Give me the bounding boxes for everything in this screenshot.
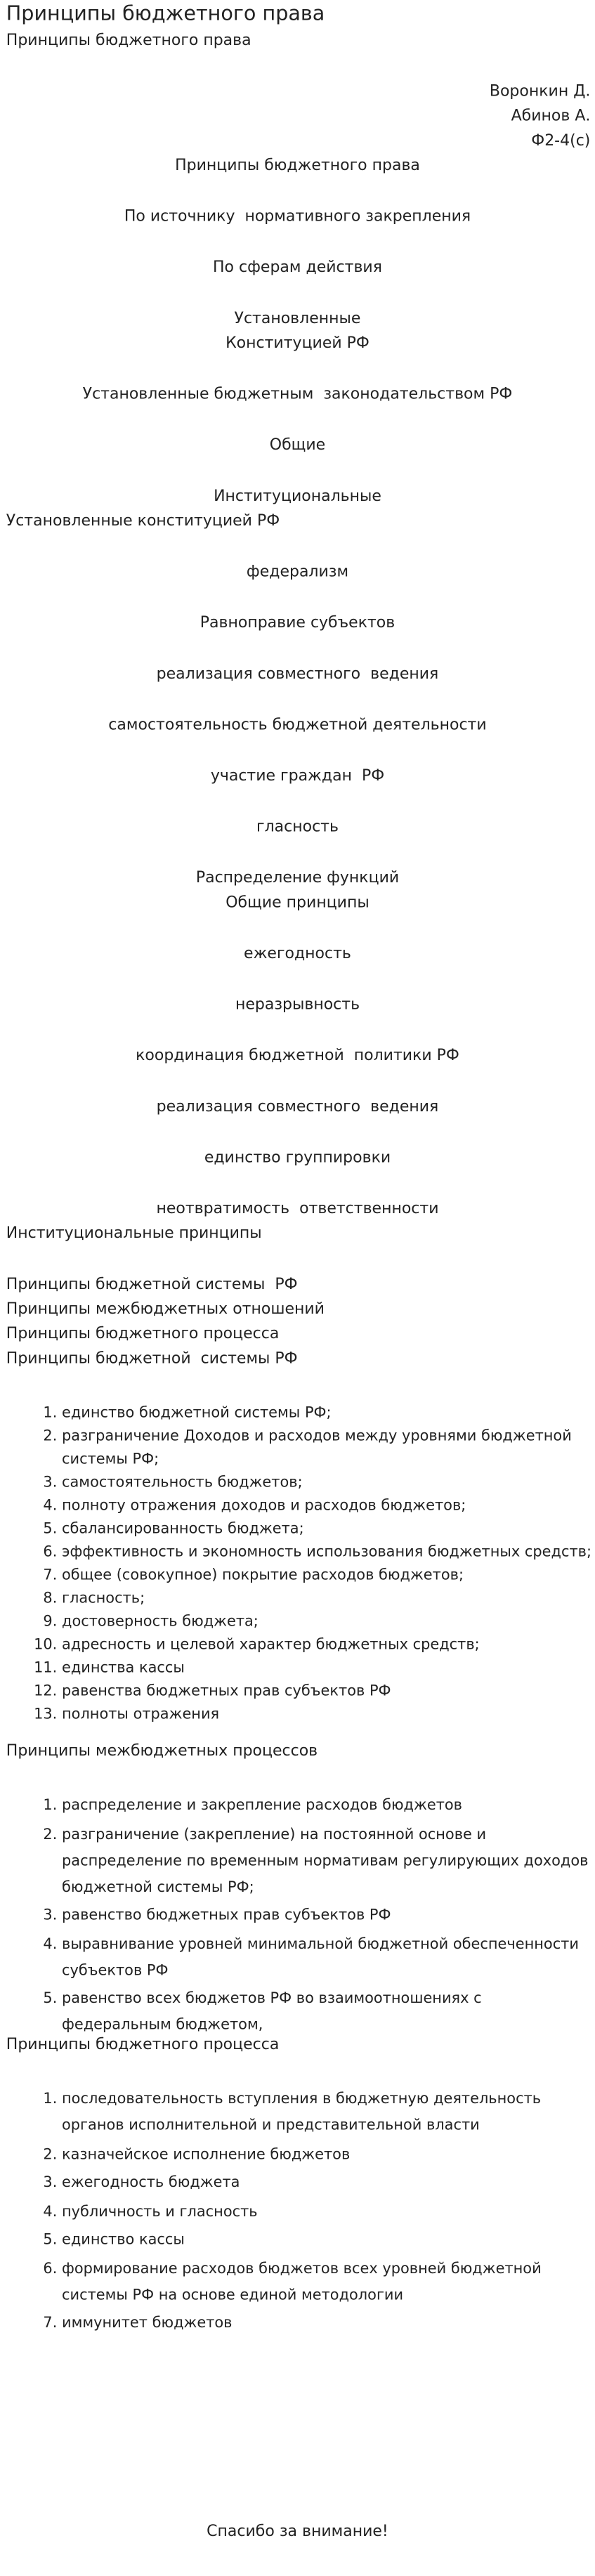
menu-item-interbudget: Принципы межбюджетных отношений	[6, 1301, 325, 1319]
list-item: 12. равенства бюджетных прав субъектов РФ	[62, 1680, 592, 1703]
list-item: 1. единство бюджетной системы РФ;	[62, 1401, 592, 1425]
list-item: 3. самостоятельность бюджетов;	[62, 1471, 592, 1494]
section-heading-constitution: Установленные конституцией РФ	[6, 513, 280, 530]
list-item: 2. разграничение Доходов и расходов между уровнями бюджетной системы РФ;	[62, 1425, 592, 1471]
list-item: 7. общее (совокупное) покрытие расходов бюджетов;	[62, 1564, 592, 1587]
budget-process-principles-list	[0, 2086, 595, 2339]
slide-text: Принципы бюджетного права	[175, 157, 420, 175]
slide-text: координация бюджетной политики РФ	[136, 1047, 459, 1065]
author-1: Воронкин Д.	[489, 83, 591, 100]
slide-text: единство группировки	[204, 1149, 391, 1167]
slide-text: неотвратимость ответственности	[156, 1201, 439, 1218]
list-item: 4. выравнивание уровней минимальной бюджетной обеспеченности субъектов РФ	[62, 1931, 592, 1984]
list-item: 11. единства кассы	[62, 1656, 592, 1680]
list-item: 3. ежегодность бюджета	[62, 2170, 592, 2196]
group-code: Ф2-4(с)	[531, 133, 591, 150]
list-item: 2. казначейское исполнение бюджетов	[62, 2141, 592, 2167]
list-item: 4. полноту отражения доходов и расходов бюджетов;	[62, 1494, 592, 1517]
list-item: 6. эффективность и экономность использования бюджетных средств;	[62, 1541, 592, 1564]
document-subtitle: Принципы бюджетного права	[6, 32, 251, 50]
list-item: 5. равенство всех бюджетов РФ во взаимоотношениях с федеральным бюджетом,	[62, 1986, 592, 2039]
slide-text: ежегодность	[244, 946, 351, 963]
list-item: 13. полноты отражения	[62, 1703, 592, 1726]
slide-text: Равноправие субъектов	[200, 615, 395, 632]
list-item: 4. публичность и гласность	[62, 2199, 592, 2225]
list-item: 5. сбалансированность бюджета;	[62, 1517, 592, 1541]
closing-thanks: Спасибо за внимание!	[207, 2523, 388, 2541]
slide-text: федерализм	[246, 564, 349, 582]
menu-item-budget-system: Принципы бюджетной системы РФ	[6, 1276, 298, 1294]
list-item: 5. единство кассы	[62, 2227, 592, 2253]
list-item: 9. достоверность бюджета;	[62, 1610, 592, 1633]
slide-text: По источнику нормативного закрепления	[124, 209, 471, 226]
list-item: 3. равенство бюджетных прав субъектов РФ	[62, 1902, 592, 1928]
slide-text: Конституцией РФ	[225, 335, 370, 353]
document-title: Принципы бюджетного права	[6, 3, 325, 27]
slide-text: участие граждан РФ	[210, 768, 385, 785]
interbudget-principles-list	[0, 1793, 595, 2041]
slide-text: Общие	[269, 437, 326, 455]
list-item: 2. разграничение (закрепление) на постоянной основе и распределение по временным нормативам регулирующих доходов бюджетной системы РФ;	[62, 1822, 592, 1900]
author-2: Абинов А.	[511, 108, 591, 126]
list-item: 1. распределение и закрепление расходов бюджетов	[62, 1793, 592, 1819]
slide-text: Установленные	[234, 310, 361, 328]
section-heading-interbudget: Принципы межбюджетных процессов	[6, 1743, 318, 1760]
list-item: 7. иммунитет бюджетов	[62, 2310, 592, 2336]
menu-item-budget-process: Принципы бюджетного процесса	[6, 1326, 280, 1343]
list-item: 6. формирование расходов бюджетов всех уровней бюджетной системы РФ на основе единой методологии	[62, 2256, 592, 2308]
slide-text: Распределение функций	[195, 870, 400, 887]
slide-text: Общие принципы	[225, 894, 370, 912]
slide-text: реализация совместного ведения	[156, 1099, 439, 1116]
slide-text: неразрывность	[235, 997, 360, 1014]
list-item: 1. последовательность вступления в бюджетную деятельность органов исполнительной и представительной власти	[62, 2086, 592, 2139]
section-heading-institutional: Институциональные принципы	[6, 1225, 262, 1243]
slide-text: По сферам действия	[213, 259, 382, 277]
budget-system-principles-list	[0, 1401, 595, 1726]
slide-text: Установленные бюджетным законодательством РФ	[82, 386, 513, 404]
slide-text: реализация совместного ведения	[156, 666, 439, 684]
slide-text: гласность	[256, 819, 339, 837]
section-heading-budget-system: Принципы бюджетной системы РФ	[6, 1350, 298, 1368]
list-item: 8. гласность;	[62, 1587, 592, 1610]
slide-text: самостоятельность бюджетной деятельности	[108, 717, 487, 734]
section-heading-budget-process: Принципы бюджетного процесса	[6, 2036, 280, 2054]
slide-text: Институциональные	[214, 488, 381, 506]
list-item: 10. адресность и целевой характер бюджетных средств;	[62, 1633, 592, 1656]
